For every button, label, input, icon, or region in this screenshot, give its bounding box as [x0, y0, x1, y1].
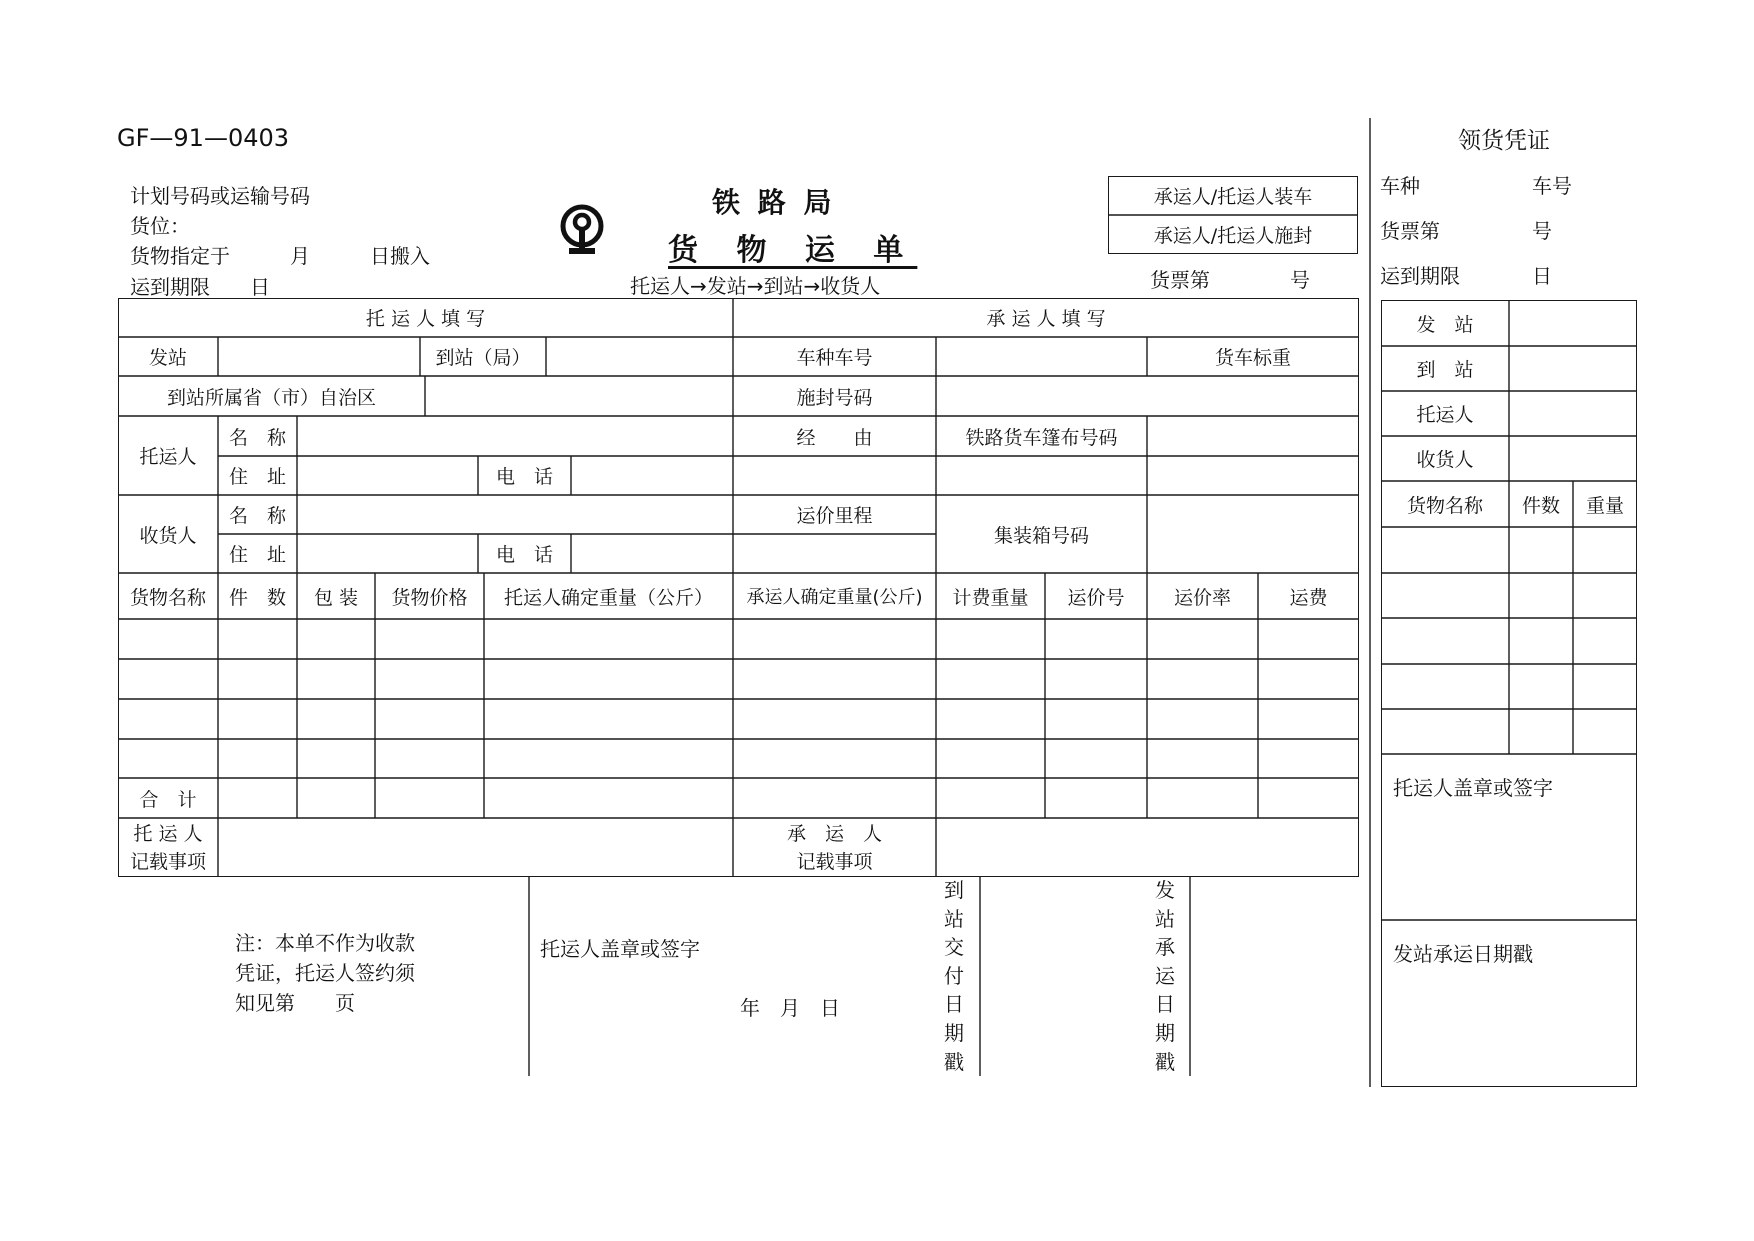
consignee-phone-label: 电 话 [495, 544, 553, 566]
consignee-phone-field[interactable] [571, 534, 733, 573]
car-type-number-label: 车种车号 [796, 347, 873, 369]
receipt-consignee-label: 收货人 [1416, 449, 1474, 471]
receipt-pieces-label: 件数 [1521, 494, 1560, 517]
shipper-notes-label [118, 818, 218, 877]
via-label: 经 由 [796, 426, 873, 449]
deadline-label: 运到期限 日 [130, 275, 270, 299]
receipt-deadline-label: 运到期限 [1380, 264, 1460, 288]
consignee-label: 收货人 [139, 524, 197, 547]
bureau-title: 铁 路 局 [712, 186, 836, 219]
footer-note: 注：本单不作为收款凭证，托运人签约须知见第 页 [235, 931, 415, 1015]
col-goods-value: 货物价格 [391, 586, 468, 609]
consignee-name-label: 名 称 [228, 505, 286, 527]
shipper-sign-label: 托运人盖章或签字 [540, 937, 700, 961]
province-field[interactable] [425, 376, 733, 416]
province-label: 到站所属省（市）自治区 [166, 386, 376, 409]
consignee-name-field[interactable] [297, 495, 733, 534]
shipper-address-field[interactable] [297, 456, 478, 495]
railway-logo-icon [556, 203, 608, 259]
total-label: 合 计 [139, 788, 197, 811]
receipt-stamp-label: 发站承运日期戳 [1393, 942, 1533, 966]
carrier-notes-field[interactable] [936, 818, 1359, 877]
date-label: 年 月 日 [740, 996, 840, 1020]
shipper-name-label: 名 称 [228, 426, 286, 449]
col-carrier-weight: 承运人确定重量(公斤) [746, 587, 923, 608]
cargo-position-label: 货位： [130, 214, 190, 238]
receipt-consignee-field[interactable] [1509, 436, 1637, 481]
carrier-notes-label [733, 818, 936, 877]
receipt-goods-label: 货物名称 [1406, 494, 1483, 517]
shipper-label: 托运人 [139, 446, 197, 468]
waybill-title: 货 物 运 单 [668, 233, 918, 268]
carrier-notes-line1: 承 运 人 [786, 822, 882, 845]
distance-label: 运价里程 [796, 505, 873, 527]
receipt-car-type-label: 车种 [1380, 174, 1420, 198]
receipt-to-label: 到 站 [1416, 359, 1474, 381]
receipt-car-number-label: 车号 [1532, 174, 1572, 198]
col-packaging: 包 装 [313, 586, 359, 609]
col-pieces: 件 数 [228, 586, 286, 609]
receipt-from-field[interactable] [1509, 300, 1637, 346]
consignee-address-label: 住 址 [228, 544, 286, 566]
shipper-phone-field[interactable] [571, 456, 733, 495]
container-number-field[interactable] [1147, 495, 1359, 573]
to-station-field[interactable] [546, 337, 733, 376]
col-charged-weight: 计费重量 [952, 586, 1029, 609]
ticket-number-label: 货票第 号 [1150, 268, 1310, 292]
receipt-sign-label: 托运人盖章或签字 [1393, 776, 1553, 800]
container-number-label: 集装箱号码 [993, 524, 1089, 547]
to-station-label: 到站（局） [435, 347, 531, 369]
consignee-address-field[interactable] [297, 534, 478, 573]
receipt-shipper-field[interactable] [1509, 391, 1637, 436]
receipt-ticket-suffix: 号 [1532, 219, 1552, 243]
shipper-notes-line1: 托 运 人 [133, 822, 203, 845]
receipt-weight-label: 重量 [1585, 494, 1624, 517]
receipt-shipper-label: 托运人 [1416, 404, 1474, 426]
arrival-stamp-label: 到站交付日期戳 [944, 878, 964, 1074]
shipper-phone-label: 电 话 [495, 466, 553, 488]
shipper-notes-line2: 记载事项 [129, 850, 206, 873]
receipt-from-label: 发 站 [1416, 313, 1474, 336]
receipt-day-label: 日 [1532, 264, 1552, 288]
from-station-label: 发站 [148, 347, 187, 369]
receipt-ticket-label: 货票第 [1380, 219, 1440, 243]
designated-date-label: 货物指定于 月 日搬入 [130, 244, 430, 268]
departure-stamp-label: 发站承运日期戳 [1155, 878, 1175, 1074]
plan-number-label: 计划号码或运输号码 [130, 184, 310, 208]
shipper-notes-field[interactable] [218, 818, 733, 877]
seal-number-label: 施封号码 [796, 386, 873, 409]
shipper-name-field[interactable] [297, 416, 733, 456]
from-station-field[interactable] [218, 337, 420, 376]
shipper-fill-header: 托 运 人 填 写 [365, 308, 486, 330]
col-shipper-weight: 托运人确定重量（公斤） [503, 586, 713, 609]
shipper-address-label: 住 址 [228, 466, 286, 488]
receipt-title: 领货凭证 [1458, 128, 1550, 154]
car-tare-label: 货车标重 [1214, 347, 1291, 369]
col-rate: 运价率 [1173, 586, 1231, 609]
col-rate-number: 运价号 [1067, 586, 1125, 609]
col-freight: 运费 [1289, 586, 1328, 609]
flow-label: 托运人→发站→到站→收货人 [630, 274, 881, 298]
tarp-number-field[interactable] [1147, 416, 1359, 456]
carrier-notes-line2: 记载事项 [796, 850, 873, 873]
col-goods-name: 货物名称 [129, 586, 206, 609]
load-box-label: 承运人/托运人装车 [1153, 186, 1313, 208]
seal-box-label: 承运人/托运人施封 [1153, 225, 1313, 247]
receipt-to-field[interactable] [1509, 346, 1637, 391]
carrier-fill-header: 承 运 人 填 写 [986, 308, 1106, 330]
seal-number-field[interactable] [936, 376, 1359, 416]
car-type-number-field[interactable] [936, 337, 1147, 376]
form-code: GF—91—0403 [117, 124, 290, 152]
tarp-number-label: 铁路货车篷布号码 [965, 426, 1118, 449]
